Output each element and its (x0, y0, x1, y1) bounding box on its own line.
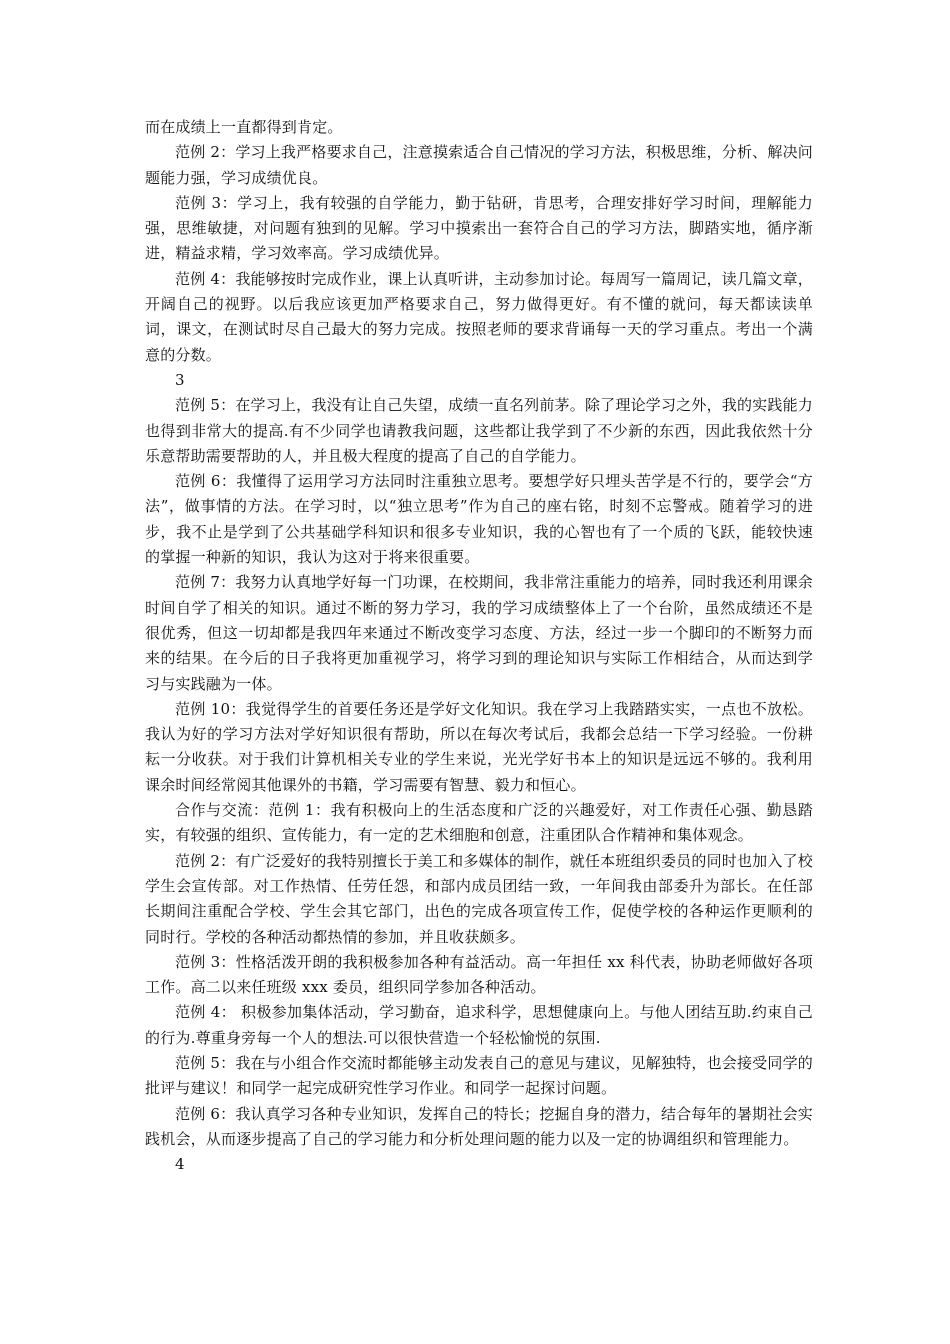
paragraph-cooperation-example-6: 范例 6：我认真学习各种专业知识，发挥自己的特长；挖掘自身的潜力，结合每年的暑期社会实践机会，从而逐步提高了自己的学习能力和分析处理问题的能力以及一定的协调组织和管理能力。 (145, 1104, 813, 1148)
paragraph-example-3: 范例 3：学习上，我有较强的自学能力，勤于钻研，肯思考，合理安排好学习时间，理解能力强，思维敏捷，对问题有独到的见解。学习中摸索出一套符合自己的学习方法，脚踏实地，循序渐进，精益求精，学习效率高。学习成绩优异。 (145, 193, 813, 263)
paragraph-example-5: 范例 5：在学习上，我没有让自己失望，成绩一直名列前茅。除了理论学习之外，我的实践能力也得到非常大的提高.有不少同学也请教我问题，这些都让我学到了不少新的东西，因此我依然十分乐意帮助需要帮助的人，并且极大程度的提高了自己的自学能力。 (145, 396, 813, 465)
page-number-4: 4 (175, 1155, 185, 1174)
paragraph-continuation: 而在成绩上一直都得到肯定。 (145, 118, 343, 136)
page-number-3: 3 (175, 370, 185, 389)
paragraph-cooperation-example-3: 范例 3：性格活泼开朗的我积极参加各种有益活动。高一年担任 xx 科代表，协助老师做好各项工作。高二以来任班级 xxx 委员，组织同学参加各种活动。 (145, 952, 813, 997)
paragraph-cooperation-example-1: 合作与交流：范例 1：我有积极向上的生活态度和广泛的兴趣爱好，对工作责任心强、勤恳踏实，有较强的组织、宣传能力，有一定的艺术细胞和创意，注重团队合作精神和集体观念。 (145, 801, 813, 845)
paragraph-example-4: 范例 4：我能够按时完成作业，课上认真听讲，主动参加讨论。每周写一篇周记，读几篇文章，开阔自己的视野。以后我应该更加严格要求自己，努力做得更好。有不懂的就问，每天都读读单词，课文，在测试时尽自己最大的努力完成。按照老师的要求背诵每一天的学习重点。考出一个满意的分数。 (145, 269, 813, 364)
paragraph-cooperation-example-4: 范例 4： 积极参加集体活动，学习勤奋，追求科学，思想健康向上。与他人团结互助.约束自己的行为.尊重身旁每一个人的想法.可以很快营造一个轻松愉悦的氛围. (145, 1003, 813, 1047)
paragraph-example-6: 范例 6：我懂得了运用学习方法同时注重独立思考。要想学好只埋头苦学是不行的，要学会“方法”，做事情的方法。在学习时，以“独立思考”作为自己的座右铭，时刻不忘警戒。随着学习的进步，我不止是学到了公共基础学科知识和很多专业知识，我的心智也有了一个质的飞跃，能较快速的掌握一种新的知识，我认为这对于将来很重要。 (145, 472, 813, 567)
document-body (145, 115, 813, 1177)
paragraph-example-7: 范例 7：我努力认真地学好每一门功课，在校期间，我非常注重能力的培养，同时我还利用课余时间自学了相关的知识。通过不断的努力学习，我的学习成绩整体上了一个台阶，虽然成绩还不是很优秀，但这一切却都是我四年来通过不断改变学习态度、方法，经过一步一个脚印的不断努力而来的结果。在今后的日子我将更加重视学习，将学习到的理论知识与实际工作相结合，从而达到学习与实践融为一体。 (145, 573, 813, 693)
paragraph-example-2: 范例 2：学习上我严格要求自己，注意摸索适合自己情况的学习方法，积极思维，分析、解决问题能力强，学习成绩优良。 (145, 143, 813, 187)
paragraph-cooperation-example-5: 范例 5：我在与小组合作交流时都能够主动发表自己的意见与建议，见解独特，也会接受同学的批评与建议！和同学一起完成研究性学习作业。和同学一起探讨问题。 (145, 1053, 813, 1098)
paragraph-example-10: 范例 10：我觉得学生的首要任务还是学好文化知识。我在学习上我踏踏实实，一点也不放松。我认为好的学习方法对学好知识很有帮助，所以在每次考试后，我都会总结一下学习经验。一份耕耘一分收获。对于我们计算机相关专业的学生来说，光光学好书本上的知识是远远不够的。我利用课余时间经常阅其他课外的书籍，学习需要有智慧、毅力和恒心。 (145, 699, 813, 794)
paragraph-cooperation-example-2: 范例 2：有广泛爱好的我特别擅长于美工和多媒体的制作，就任本班组织委员的同时也加入了校学生会宣传部。对工作热情、任劳任怨，和部内成员团结一致，一年间我由部委升为部长。在任部长期间注重配合学校、学生会其它部门，出色的完成各项宣传工作，促使学校的各种运作更顺利的同时行。学校的各种活动都热情的参加，并且收获颇多。 (145, 851, 813, 946)
